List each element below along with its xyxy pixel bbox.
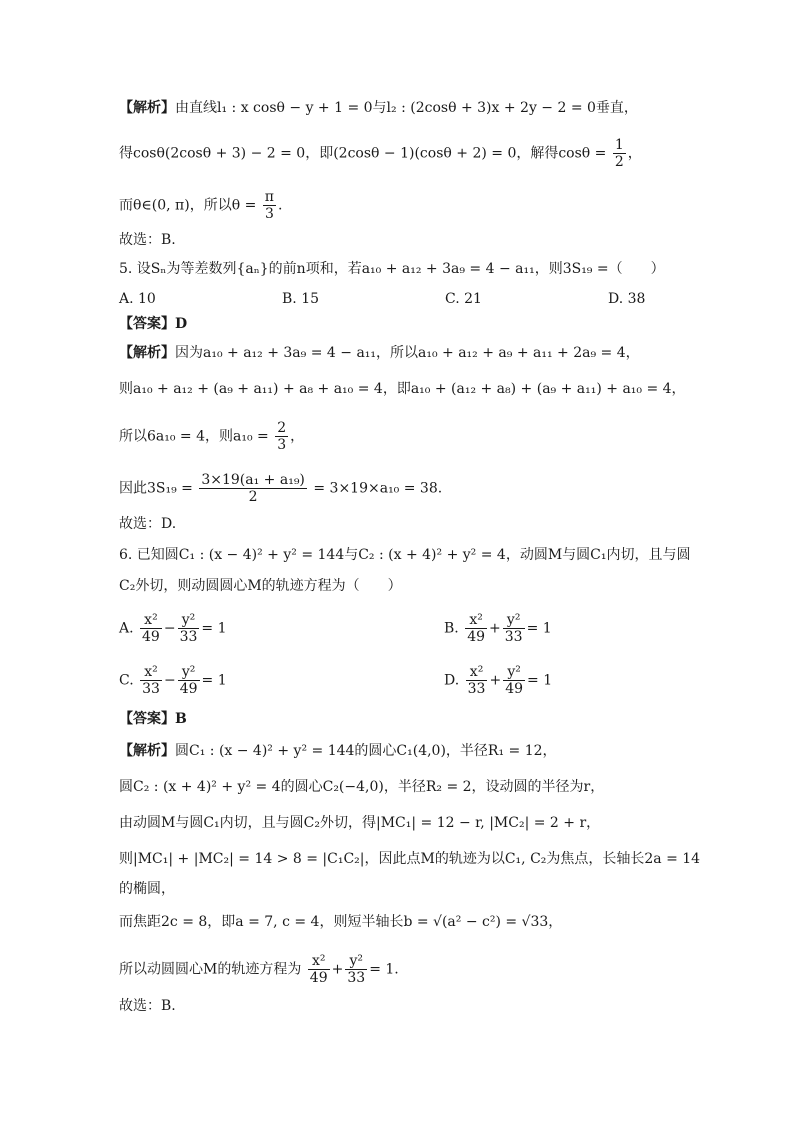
q6-analysis-line3: 由动圆M与圆C₁内切，且与圆C₂外切，得|MC₁| = 12 − r, |MC₂| = 2 + r， xyxy=(119,815,601,831)
fraction-numerator: 2 xyxy=(277,420,287,436)
option-label: C. xyxy=(119,672,134,689)
q4-analysis-text2: 得cosθ(2cosθ + 3) − 2 = 0，即(2cosθ − 1)(cosθ + 2) = 0，解得cosθ = xyxy=(119,145,607,162)
q6-option-a xyxy=(119,612,227,645)
fraction-denominator: 2 xyxy=(248,489,258,505)
q5-analysis-result: = 3×19×a₁₀ = 38. xyxy=(313,480,443,497)
q6-stem-line2: C₂外切，则动圆圆心M的轨迹方程为（ ） xyxy=(119,578,402,594)
q5-analysis-line2: 则a₁₀ + a₁₂ + (a₉ + a₁₁) + a₈ + a₁₀ = 4，即a₁₀ + (a₁₂ + a₈) + (a₉ + a₁₁) + a₁₀ = 4， xyxy=(119,381,686,397)
q4-analysis-line1 xyxy=(119,98,754,118)
q5-analysis-text1: 因为a₁₀ + a₁₂ + 3a₉ = 4 − a₁₁，所以a₁₀ + a₁₂ + a₉ + a₁₁ + 2a₉ = 4， xyxy=(175,345,640,361)
q6-analysis-line1 xyxy=(119,741,754,761)
q4-analysis-line2 xyxy=(119,137,754,170)
operator: + xyxy=(331,961,344,978)
fraction-denominator: 33 xyxy=(179,629,198,645)
fraction-numerator: x² xyxy=(465,612,487,629)
q5-choose: 故选：D. xyxy=(119,516,177,532)
operator: − xyxy=(163,620,176,637)
q5-option-d: D. 38 xyxy=(608,291,646,307)
q5-option-c: C. 21 xyxy=(445,291,482,307)
fraction xyxy=(140,612,162,645)
analysis-label: 【解析】 xyxy=(119,743,175,759)
fraction-numerator: π xyxy=(264,189,274,205)
q6-stem-line1: 6. 已知圆C₁ : (x − 4)² + y² = 144与C₂ : (x + 4)² + y² = 4，动圆M与圆C₁内切，且与圆 xyxy=(119,547,691,563)
q6-option-c xyxy=(119,664,227,697)
q6-choose: 故选：B. xyxy=(119,998,176,1014)
fraction xyxy=(503,612,525,645)
q5-analysis-text3: 所以6a₁₀ = 4，则a₁₀ = xyxy=(119,428,269,445)
fraction-denominator: 3 xyxy=(277,437,287,453)
fraction-one-half xyxy=(613,137,626,170)
q6-option-b xyxy=(444,612,552,645)
fraction-numerator: y² xyxy=(345,953,367,970)
fraction xyxy=(345,953,367,986)
q5-option-a: A. 10 xyxy=(119,291,156,307)
fraction-denominator: 33 xyxy=(504,629,523,645)
analysis-label: 【解析】 xyxy=(119,100,175,116)
q5-option-b: B. 15 xyxy=(282,291,320,307)
fraction-numerator: y² xyxy=(503,664,525,681)
equation-tail: = 1. xyxy=(369,961,399,978)
operator: + xyxy=(489,672,502,689)
option-label: B. xyxy=(444,620,459,637)
fraction-sum-formula xyxy=(199,472,307,505)
q4-analysis-text3: 而θ∈(0, π)，所以θ = xyxy=(119,197,257,214)
fraction-numerator: x² xyxy=(140,664,162,681)
fraction-denominator: 49 xyxy=(142,629,160,645)
q6-analysis-line2: 圆C₂ : (x + 4)² + y² = 4的圆心C₂(−4,0)，半径R₂ = 2，设动圆的半径为r， xyxy=(119,779,605,795)
q5-analysis-line3 xyxy=(119,420,754,453)
fraction-numerator: x² xyxy=(140,612,162,629)
fraction-numerator: y² xyxy=(503,612,525,629)
option-label: A. xyxy=(119,620,134,637)
operator: + xyxy=(489,620,501,637)
fraction-denominator: 33 xyxy=(467,681,486,697)
fraction-numerator: 3×19(a₁ + a₁₉) xyxy=(201,472,305,488)
fraction-numerator: y² xyxy=(178,664,200,681)
fraction-numerator: 1 xyxy=(614,137,624,153)
q4-analysis-text1: 由直线l₁ : x cosθ − y + 1 = 0与l₂ : (2cosθ + 3)x + 2y − 2 = 0垂直， xyxy=(175,100,638,116)
q5-answer: 【答案】D xyxy=(119,316,188,332)
fraction-denominator: 49 xyxy=(309,970,328,986)
q5-stem: 5. 设Sₙ为等差数列{aₙ}的前n项和，若a₁₀ + a₁₂ + 3a₉ = 4 − a₁₁，则3S₁₉ =（ ） xyxy=(119,261,665,277)
fraction-denominator: 33 xyxy=(347,970,366,986)
q5-analysis-text4: 因此3S₁₉ = xyxy=(119,480,193,497)
q6-analysis-line6: 而焦距2c = 8，即a = 7, c = 4，则短半轴长b = √(a² − c²) = √33， xyxy=(119,914,563,930)
operator: − xyxy=(163,672,176,689)
equation-tail: = 1 xyxy=(526,620,552,637)
q6-analysis-line7 xyxy=(119,953,754,986)
fraction xyxy=(308,953,330,986)
option-label: D. xyxy=(444,672,460,689)
equation-tail: = 1 xyxy=(201,620,227,637)
fraction-denominator: 2 xyxy=(614,154,624,170)
fraction-numerator: y² xyxy=(178,612,200,629)
q6-analysis-text1: 圆C₁ : (x − 4)² + y² = 144的圆心C₁(4,0)，半径R₁ = 12， xyxy=(175,743,557,759)
q6-option-d xyxy=(444,664,552,697)
fraction-denominator: 49 xyxy=(179,681,198,697)
fraction-pi-third xyxy=(263,189,276,222)
analysis-label: 【解析】 xyxy=(119,345,175,361)
fraction-two-thirds xyxy=(275,420,288,453)
q4-choose: 故选：B. xyxy=(119,232,176,248)
fraction-denominator: 33 xyxy=(142,681,160,697)
fraction xyxy=(503,664,525,697)
q6-analysis-line4: 则|MC₁| + |MC₂| = 14 > 8 = |C₁C₂|，因此点M的轨迹为以C₁, C₂为焦点，长轴长2a = 14 xyxy=(119,851,701,867)
fraction xyxy=(466,664,488,697)
q6-analysis-line5: 的椭圆， xyxy=(119,881,175,897)
punctuation: ， xyxy=(290,428,305,445)
equation-tail: = 1 xyxy=(201,672,227,689)
fraction-numerator: x² xyxy=(308,953,330,970)
fraction-numerator: x² xyxy=(466,664,488,681)
fraction-denominator: 49 xyxy=(467,629,486,645)
fraction-denominator: 49 xyxy=(505,681,524,697)
fraction xyxy=(465,612,487,645)
q6-answer: 【答案】B xyxy=(119,711,187,727)
fraction xyxy=(140,664,162,697)
fraction xyxy=(178,664,200,697)
q5-analysis-line4 xyxy=(119,472,754,505)
q4-analysis-line3 xyxy=(119,189,754,222)
punctuation: ， xyxy=(627,145,642,162)
q6-analysis-text7: 所以动圆圆心M的轨迹方程为 xyxy=(119,961,302,978)
fraction xyxy=(178,612,200,645)
q5-analysis-line1 xyxy=(119,343,754,363)
punctuation: . xyxy=(278,197,283,214)
fraction-denominator: 3 xyxy=(264,206,274,222)
equation-tail: = 1 xyxy=(527,672,553,689)
